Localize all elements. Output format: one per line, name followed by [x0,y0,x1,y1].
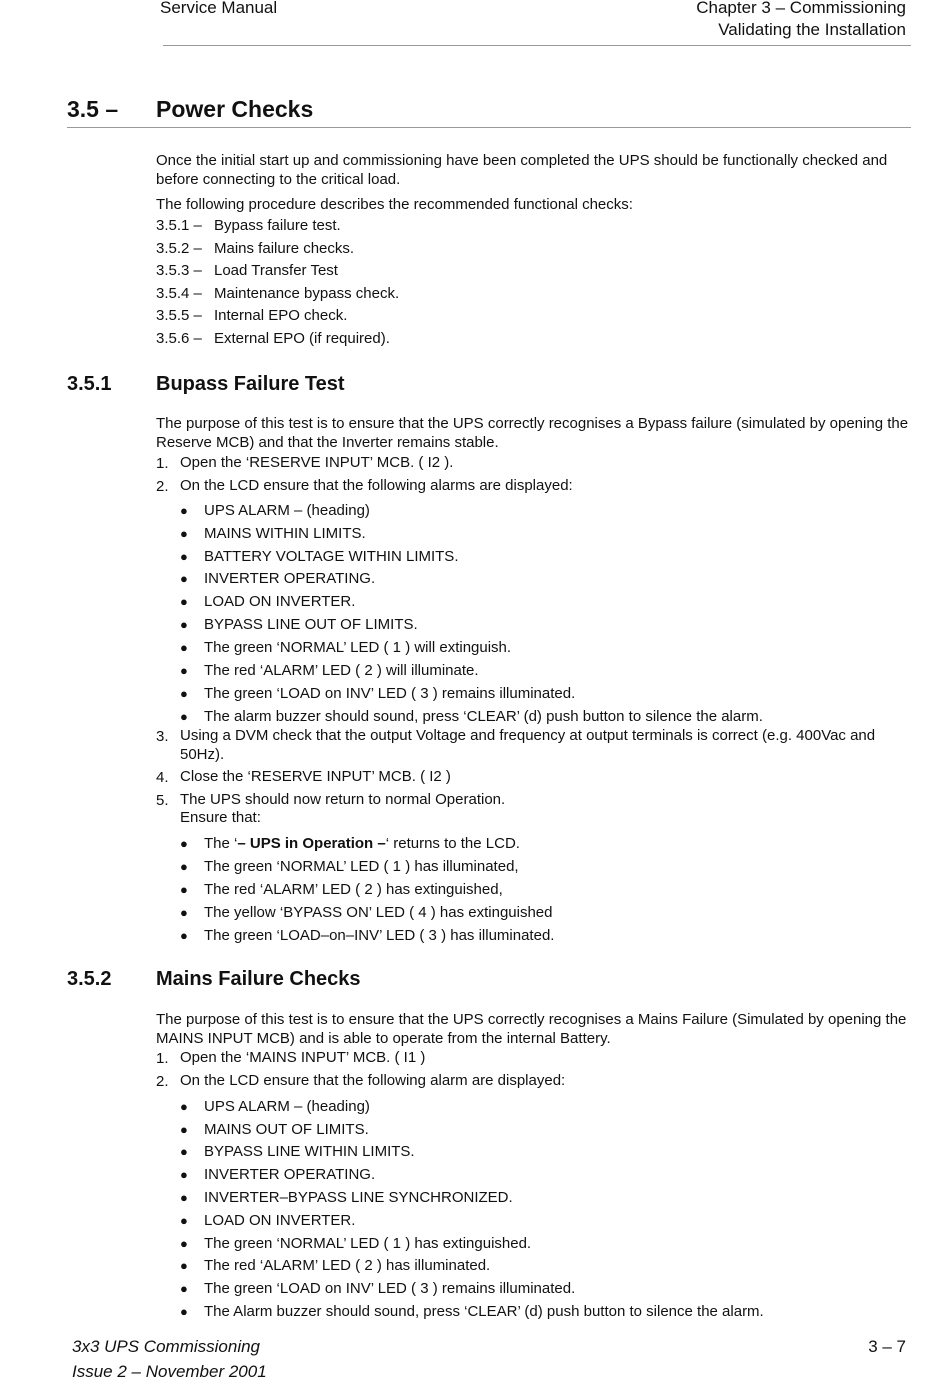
ensure-text: The ‘ [204,835,238,852]
bullet-icon: ● [180,503,188,518]
bullet-icon: ● [180,709,188,724]
bullet-icon: ● [180,1167,188,1182]
subsection-title: Bupass Failure Test [156,373,345,395]
alarm-item: The green ‘NORMAL’ LED ( 1 ) will extinguish. [204,639,512,656]
check-number: 3.5.2 – [156,240,202,257]
alarm-item: The Alarm buzzer should sound, press ‘CLEAR’ (d) push button to silence the alarm. [204,1303,764,1320]
subsection-number: 3.5.2 [67,968,112,990]
step-text: On the LCD ensure that the following alarms are displayed: [180,477,573,494]
step-number: 3. [156,728,169,745]
bullet-icon: ● [180,836,188,851]
step-number: 1. [156,455,169,472]
step-number: 1. [156,1050,169,1067]
step-number: 2. [156,1073,169,1090]
alarm-item: The green ‘LOAD on INV’ LED ( 3 ) remains illuminated. [204,685,576,702]
check-item: Maintenance bypass check. [214,285,400,302]
ensure-item: The green ‘NORMAL’ LED ( 1 ) has illuminated, [204,858,519,875]
section-number: 3.5 – [67,96,119,122]
alarm-item: BYPASS LINE WITHIN LIMITS. [204,1143,415,1160]
checks-intro: The following procedure describes the recommended functional checks: [156,196,633,213]
step-text: Close the ‘RESERVE INPUT’ MCB. ( I2 ) [180,768,451,785]
running-header-left: Service Manual [160,0,278,17]
step-subtext: Ensure that: [180,809,261,826]
alarm-item: BYPASS LINE OUT OF LIMITS. [204,616,418,633]
bullet-icon: ● [180,640,188,655]
footer-document-title: 3x3 UPS Commissioning [72,1337,261,1356]
check-number: 3.5.1 – [156,217,202,234]
bullet-icon: ● [180,859,188,874]
bullet-icon: ● [180,1236,188,1251]
alarm-item: The red ‘ALARM’ LED ( 2 ) will illuminate. [204,662,479,679]
check-number: 3.5.5 – [156,307,202,324]
check-item: Mains failure checks. [214,240,355,257]
purpose-paragraph: The purpose of this test is to ensure that the UPS correctly recognises a Bypass failure (simulated by opening the Reserve MCB) and that the Inverter remains stable. [156,415,909,451]
alarm-item: UPS ALARM – (heading) [204,502,370,519]
subsection-number: 3.5.1 [67,373,112,395]
check-number: 3.5.3 – [156,262,202,279]
alarm-item: The alarm buzzer should sound, press ‘CLEAR’ (d) push button to silence the alarm. [204,708,763,725]
bullet-icon: ● [180,571,188,586]
ensure-item [204,834,520,853]
section-rule [67,127,911,128]
section-title: Power Checks [156,96,314,122]
bullet-icon: ● [180,882,188,897]
bullet-icon: ● [180,1258,188,1273]
step-number: 5. [156,792,169,809]
check-item: Bypass failure test. [214,217,341,234]
check-item: External EPO (if required). [214,330,390,347]
step-text: Open the ‘MAINS INPUT’ MCB. ( I1 ) [180,1049,426,1066]
alarm-item: The green ‘NORMAL’ LED ( 1 ) has extinguished. [204,1235,532,1252]
check-number: 3.5.4 – [156,285,202,302]
alarm-item: INVERTER–BYPASS LINE SYNCHRONIZED. [204,1189,513,1206]
running-header-right [696,0,906,41]
ensure-item: The red ‘ALARM’ LED ( 2 ) has extinguished, [204,881,503,898]
alarm-item: MAINS OUT OF LIMITS. [204,1121,369,1138]
alarm-item: The green ‘LOAD on INV’ LED ( 3 ) remains illuminated. [204,1280,576,1297]
step-text: The UPS should now return to normal Operation. [180,791,506,808]
bullet-icon: ● [180,594,188,609]
alarm-item: INVERTER OPERATING. [204,570,376,587]
purpose-paragraph: The purpose of this test is to ensure that the UPS correctly recognises a Mains Failure (Simulated by opening the MAINS INPUT MCB) and is able to operate from the internal Battery. [156,1011,907,1047]
bullet-icon: ● [180,1122,188,1137]
step-text: Using a DVM check that the output Voltage and frequency at output terminals is correct (e.g. 400Vac and 50Hz). [180,727,876,763]
ensure-item: The green ‘LOAD–on–INV’ LED ( 3 ) has illuminated. [204,927,555,944]
bullet-icon: ● [180,1190,188,1205]
check-number: 3.5.6 – [156,330,202,347]
step-number: 4. [156,769,169,786]
step-text: Open the ‘RESERVE INPUT’ MCB. ( I2 ). [180,454,454,471]
check-item: Internal EPO check. [214,307,348,324]
bullet-icon: ● [180,1304,188,1319]
bullet-icon: ● [180,663,188,678]
alarm-item: BATTERY VOLTAGE WITHIN LIMITS. [204,548,459,565]
alarm-item: LOAD ON INVERTER. [204,1212,356,1229]
step-text: On the LCD ensure that the following alarm are displayed: [180,1072,566,1089]
bullet-icon: ● [180,1099,188,1114]
alarm-item: INVERTER OPERATING. [204,1166,376,1183]
subsection-title: Mains Failure Checks [156,968,361,990]
alarm-item: MAINS WITHIN LIMITS. [204,525,366,542]
bullet-icon: ● [180,905,188,920]
intro-paragraph: Once the initial start up and commissioning have been completed the UPS should be functionally checked and before connecting to the critical load. [156,152,888,188]
bullet-icon: ● [180,617,188,632]
header-rule [163,45,911,46]
ensure-item: The yellow ‘BYPASS ON’ LED ( 4 ) has extinguished [204,904,553,921]
bullet-icon: ● [180,686,188,701]
bullet-icon: ● [180,1213,188,1228]
alarm-item: The red ‘ALARM’ LED ( 2 ) has illuminated. [204,1257,491,1274]
alarm-item: LOAD ON INVERTER. [204,593,356,610]
bullet-icon: ● [180,1281,188,1296]
alarm-item: UPS ALARM – (heading) [204,1098,370,1115]
section-subtitle: Validating the Installation [718,20,906,39]
ensure-text: ‘ returns to the LCD. [385,835,520,852]
page-number: 3 – 7 [868,1337,906,1356]
bullet-icon: ● [180,1144,188,1159]
bullet-icon: ● [180,928,188,943]
bullet-icon: ● [180,526,188,541]
check-item: Load Transfer Test [214,262,338,279]
footer-issue: Issue 2 – November 2001 [72,1362,267,1381]
lcd-message: – UPS in Operation – [237,835,386,852]
bullet-icon: ● [180,549,188,564]
chapter-title: Chapter 3 – Commissioning [696,0,906,17]
step-number: 2. [156,478,169,495]
